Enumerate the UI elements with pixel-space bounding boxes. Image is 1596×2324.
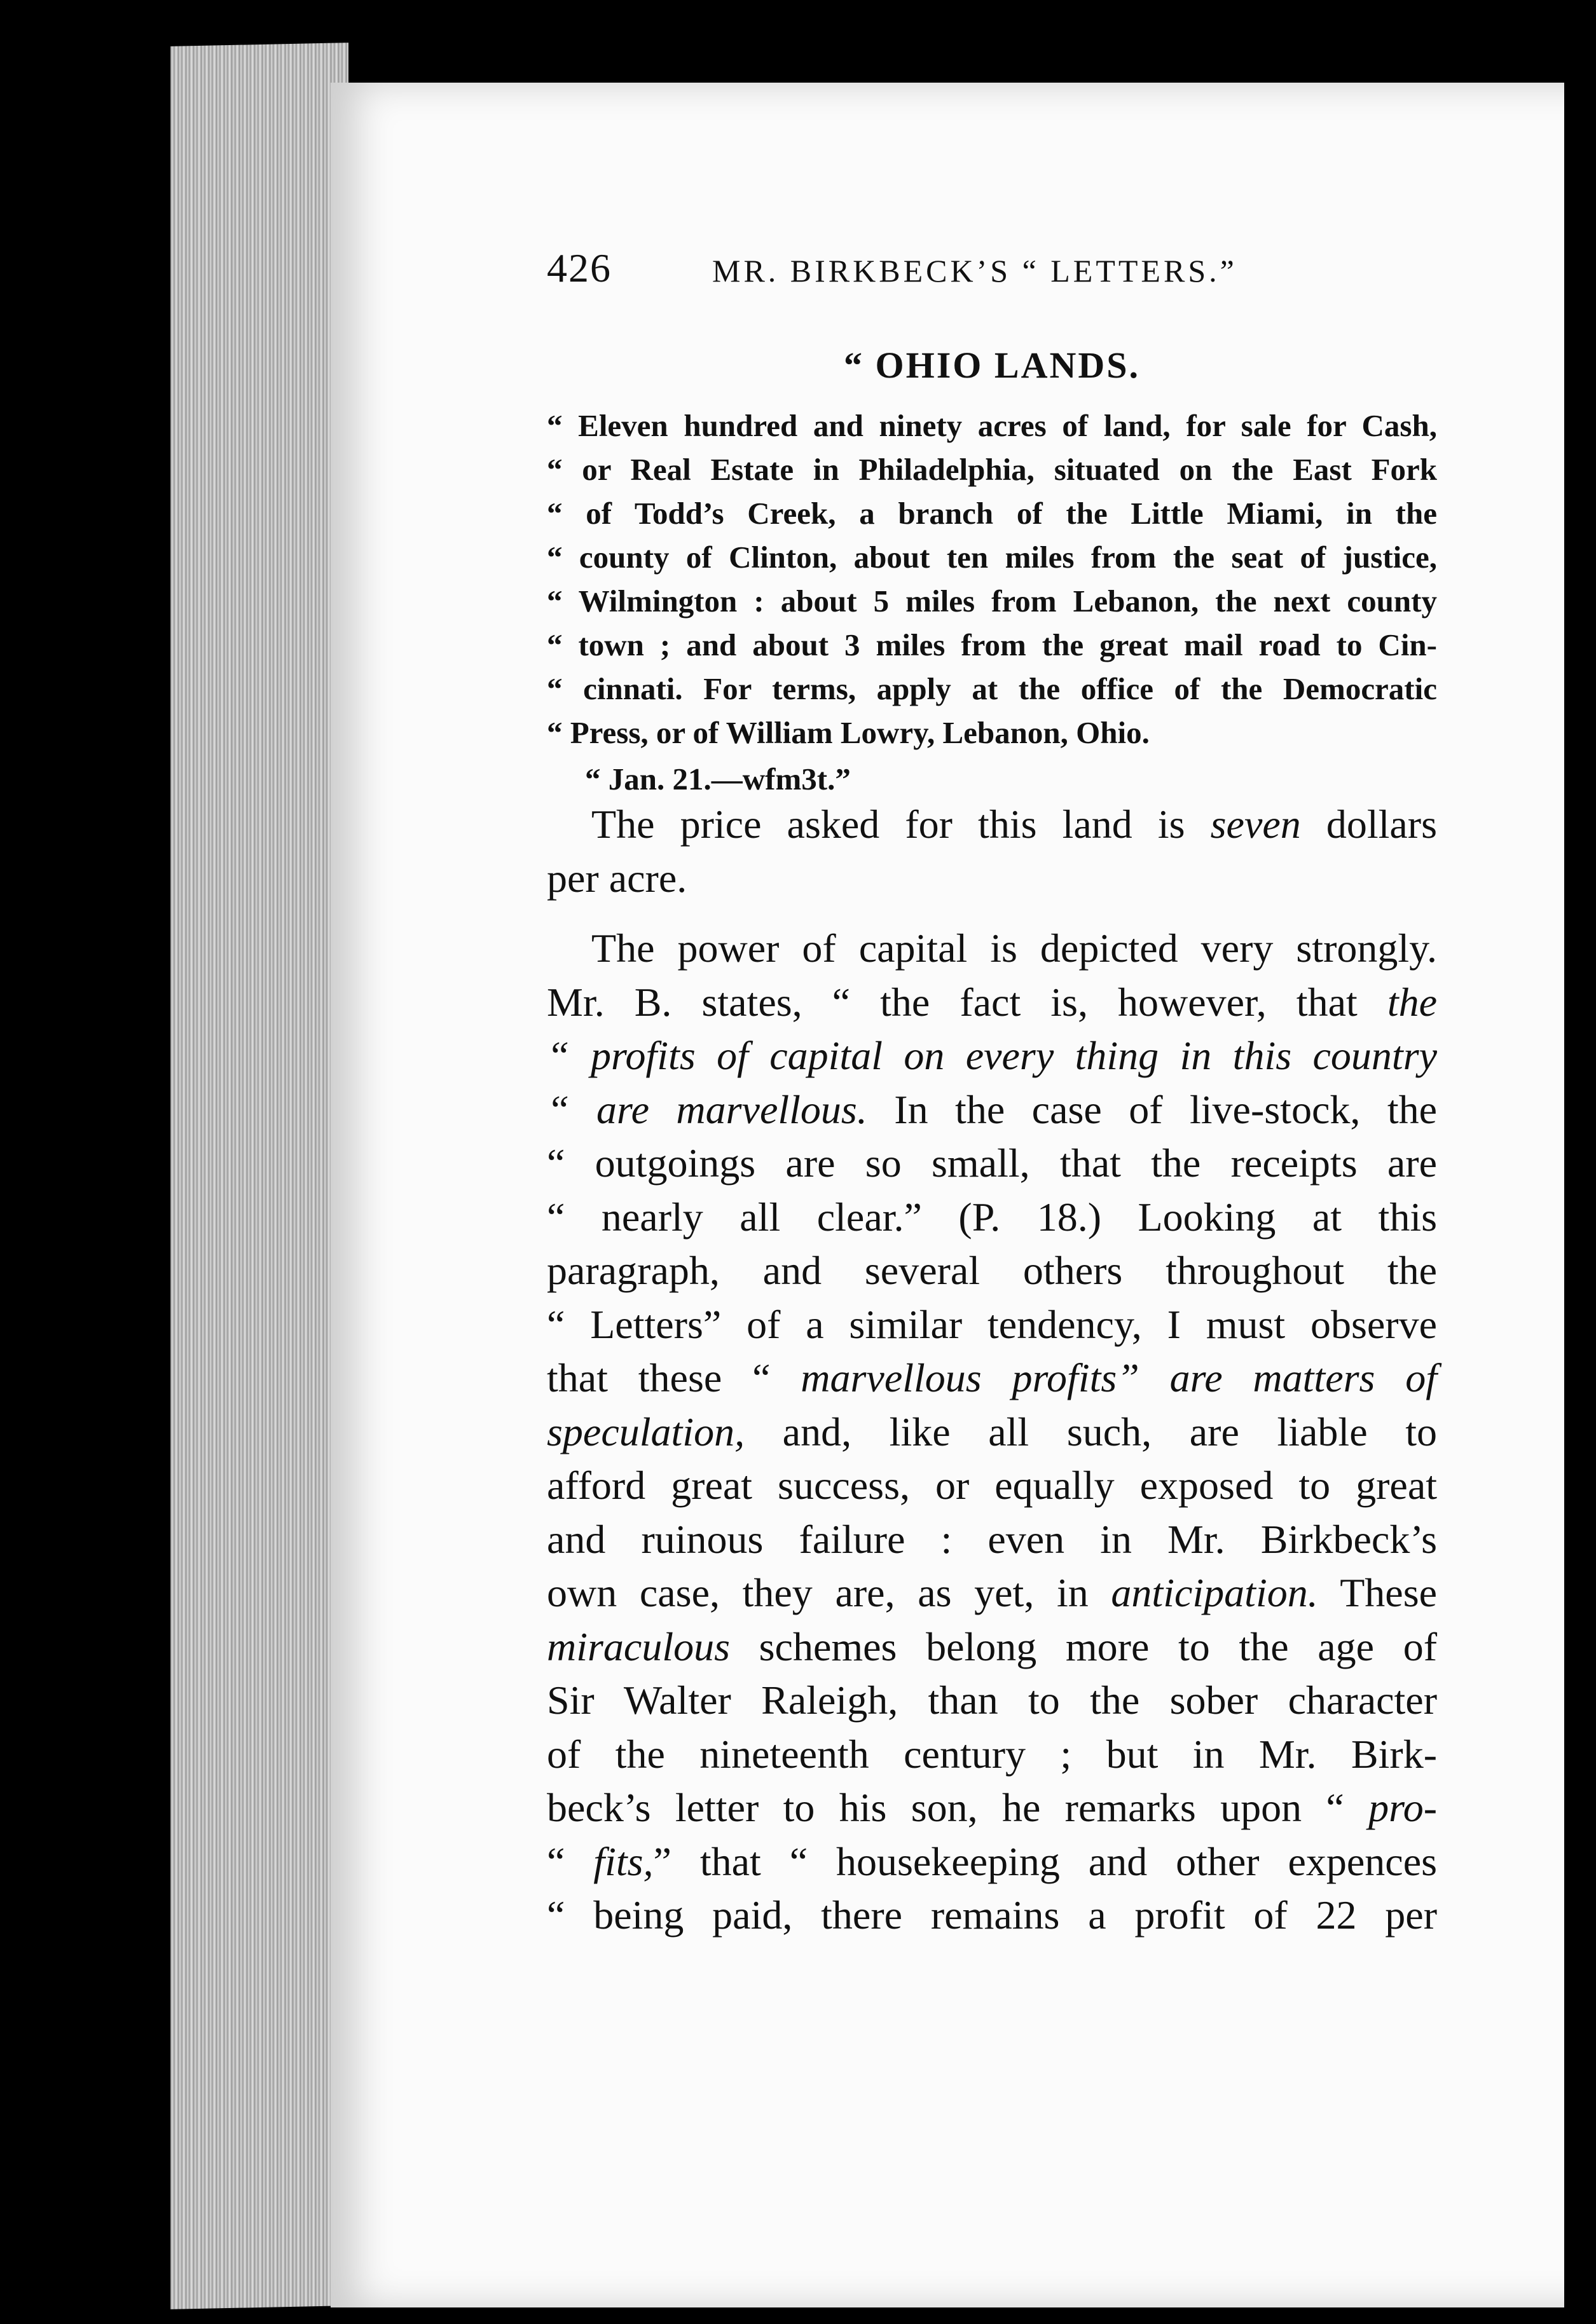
text-line: beck’s letter to his son, he remarks upon “ pro- [547, 1785, 1437, 1830]
text-line: “ are marvellous. In the case of live-stock, the [547, 1086, 1437, 1132]
advertisement-title: “ OHIO LANDS. [843, 345, 1140, 386]
running-head: MR. BIRKBECK’S “ LETTERS.” [712, 253, 1237, 289]
paragraph-capital [547, 922, 1437, 1943]
advertisement-line: “ town ; and about 3 miles from the great mail road to Cin- [547, 627, 1437, 662]
advertisement-line: “ county of Clinton, about ten miles from the seat of justice, [547, 540, 1437, 575]
text-line: “ nearly all clear.” (P. 18.) Looking at this [547, 1194, 1437, 1240]
page-number: 426 [547, 245, 612, 290]
book-page-edges [170, 43, 348, 2309]
scan-border [1564, 0, 1596, 2324]
text-line: The power of capital is depicted very strongly. [591, 926, 1437, 971]
advertisement-line: “ cinnati. For terms, apply at the office of the Democratic [547, 671, 1437, 706]
text-line: “ profits of capital on every thing in this country [547, 1033, 1437, 1078]
text-line: and ruinous failure : even in Mr. Birkbeck’s [547, 1516, 1437, 1562]
text-line: miraculous schemes belong more to the age of [547, 1623, 1437, 1669]
page-header [547, 245, 1475, 302]
advertisement-quote [547, 343, 1437, 801]
text-line: The price asked for this land is seven dollars [591, 802, 1438, 847]
advertisement-line: “ Eleven hundred and ninety acres of land, for sale for Cash, [547, 408, 1437, 443]
advertisement-line: “ of Todd’s Creek, a branch of the Little Miami, in the [547, 496, 1437, 531]
text-line: Mr. B. states, “ the fact is, however, that the [547, 979, 1437, 1025]
text-line: that these “ marvellous profits” are matters of [547, 1355, 1438, 1400]
text-line: “ being paid, there remains a profit of 22 per [547, 1892, 1437, 1938]
text-line: Sir Walter Raleigh, than to the sober character [547, 1678, 1437, 1723]
advertisement-date: “ Jan. 21.—wfm3t.” [585, 762, 851, 796]
text-line: afford great success, or equally exposed to great [547, 1463, 1437, 1508]
text-line: “ outgoings are so small, that the receipts are [547, 1140, 1437, 1186]
text-line: “ Letters” of a similar tendency, I must observe [547, 1301, 1437, 1347]
advertisement-line: “ Press, or of William Lowry, Lebanon, Ohio. [547, 715, 1150, 750]
text-line: of the nineteenth century ; but in Mr. Birk- [547, 1731, 1437, 1777]
advertisement-line: “ or Real Estate in Philadelphia, situated on the East Fork [547, 452, 1437, 487]
text-line: speculation, and, like all such, are liable to [547, 1409, 1437, 1454]
text-line: own case, they are, as yet, in anticipation. These [547, 1570, 1438, 1615]
advertisement-line: “ Wilmington : about 5 miles from Lebanon, the next county [547, 584, 1437, 619]
body-text [547, 798, 1437, 1943]
text-line: per acre. [547, 855, 687, 901]
paragraph-price [547, 798, 1437, 905]
text-line: “ fits,” that “ housekeeping and other expences [547, 1838, 1438, 1884]
text-line: paragraph, and several others throughout the [547, 1248, 1437, 1293]
